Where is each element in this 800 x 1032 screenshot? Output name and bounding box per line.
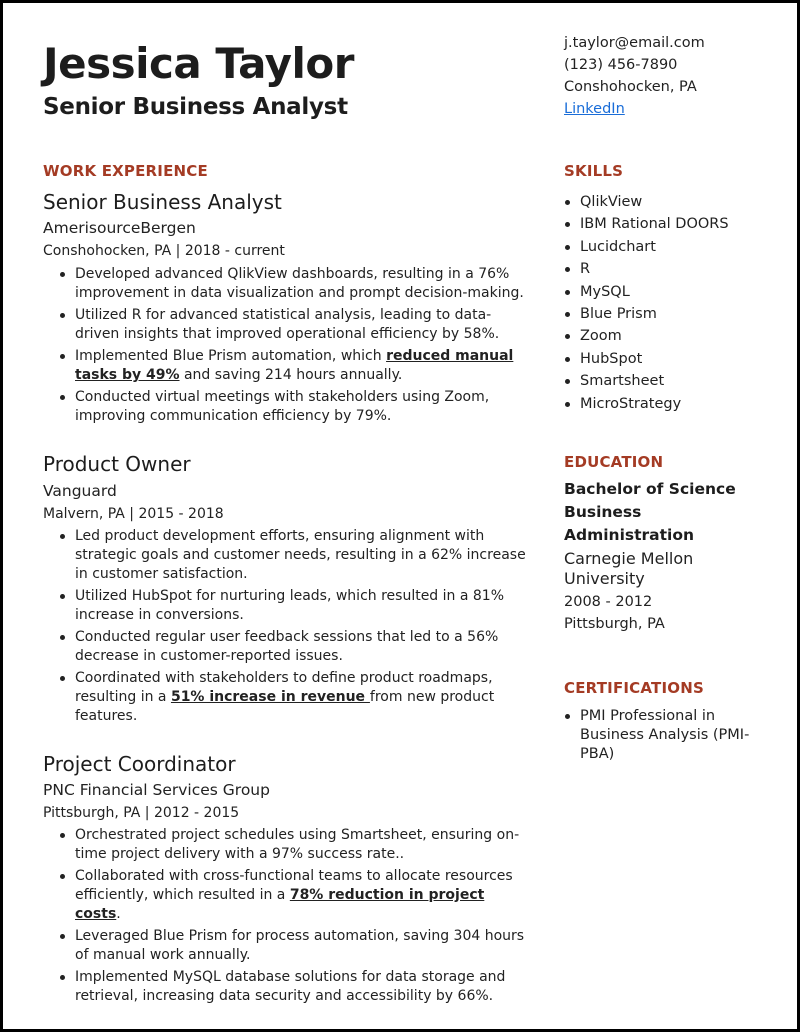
contact-email: j.taylor@email.com <box>564 35 705 51</box>
skills-list <box>564 191 764 415</box>
job-meta: Conshohocken, PA | 2018 - current <box>43 243 285 259</box>
job-bullet: Implemented Blue Prism automation, which reduced manual tasks by 49% and saving 214 hours annually. <box>59 347 529 385</box>
resume-page <box>3 3 797 1029</box>
education-location: Pittsburgh, PA <box>564 616 665 632</box>
education-degree-field: Business <box>564 503 642 521</box>
skill-item: QlikView <box>564 191 764 213</box>
job-bullet: Coordinated with stakeholders to define product roadmaps, resulting in a 51% increase in revenue from new product features. <box>59 669 529 726</box>
job-bullet: Leveraged Blue Prism for process automation, saving 304 hours of manual work annually. <box>59 927 529 965</box>
job-company: PNC Financial Services Group <box>43 781 270 799</box>
skill-item: HubSpot <box>564 348 764 370</box>
job-company: Vanguard <box>43 482 117 500</box>
job-bullet: Conducted virtual meetings with stakeholders using Zoom, improving communication efficiency by 79%. <box>59 388 529 426</box>
education-degree: Bachelor of Science <box>564 480 736 498</box>
contact-phone: (123) 456-7890 <box>564 57 678 73</box>
job-company: AmerisourceBergen <box>43 219 196 237</box>
job-meta: Pittsburgh, PA | 2012 - 2015 <box>43 805 240 821</box>
education-heading: EDUCATION <box>564 453 664 471</box>
job-bullet: Conducted regular user feedback sessions that led to a 56% decrease in customer-reported issues. <box>59 628 529 666</box>
skill-item: Lucidchart <box>564 236 764 258</box>
job-title: Senior Business Analyst <box>43 190 282 214</box>
education-school: University <box>564 569 645 588</box>
job-bullets <box>59 826 529 1009</box>
job-bullet: Collaborated with cross-functional teams to allocate resources efficiently, which resulted in a 78% reduction in project costs. <box>59 867 529 924</box>
education-dates: 2008 - 2012 <box>564 594 653 610</box>
job-bullet: Developed advanced QlikView dashboards, resulting in a 76% improvement in data visualization and prompt decision-making. <box>59 265 529 303</box>
education-school: Carnegie Mellon <box>564 549 694 568</box>
skill-item: R <box>564 258 764 280</box>
job-bullets <box>59 265 529 429</box>
skills-heading: SKILLS <box>564 162 624 180</box>
certifications-list <box>564 707 764 764</box>
skill-item: IBM Rational DOORS <box>564 213 764 235</box>
job-title: Product Owner <box>43 452 191 476</box>
job-bullet: Implemented MySQL database solutions for data storage and retrieval, increasing data security and accessibility by 66%. <box>59 968 529 1006</box>
linkedin-link[interactable]: LinkedIn <box>564 101 625 117</box>
certification-item: PMI Professional in Business Analysis (PMI-PBA) <box>564 707 764 764</box>
contact-location: Conshohocken, PA <box>564 79 697 95</box>
job-meta: Malvern, PA | 2015 - 2018 <box>43 506 224 522</box>
highlight-text: reduced manual tasks by 49% <box>75 348 514 383</box>
skill-item: Smartsheet <box>564 370 764 392</box>
job-bullet: Utilized HubSpot for nurturing leads, which resulted in a 81% increase in conversions. <box>59 587 529 625</box>
candidate-name: Jessica Taylor <box>43 39 354 88</box>
job-bullets <box>59 527 529 729</box>
skill-item: Blue Prism <box>564 303 764 325</box>
highlight-text: 78% reduction in project costs <box>75 887 485 922</box>
job-bullet: Orchestrated project schedules using Smartsheet, ensuring on-time project delivery with a 97% success rate.. <box>59 826 529 864</box>
candidate-title: Senior Business Analyst <box>43 94 348 120</box>
job-bullet: Led product development efforts, ensuring alignment with strategic goals and customer needs, resulting in a 62% increase in customer satisfaction. <box>59 527 529 584</box>
job-title: Project Coordinator <box>43 752 236 776</box>
highlight-text: 51% increase in revenue <box>170 689 370 705</box>
education-degree-field: Administration <box>564 526 695 544</box>
skill-item: MicroStrategy <box>564 393 764 415</box>
skill-item: Zoom <box>564 325 764 347</box>
skill-item: MySQL <box>564 281 764 303</box>
certifications-heading: CERTIFICATIONS <box>564 679 704 697</box>
work-experience-heading: WORK EXPERIENCE <box>43 162 208 180</box>
job-bullet: Utilized R for advanced statistical analysis, leading to data-driven insights that improved operational efficiency by 58%. <box>59 306 529 344</box>
